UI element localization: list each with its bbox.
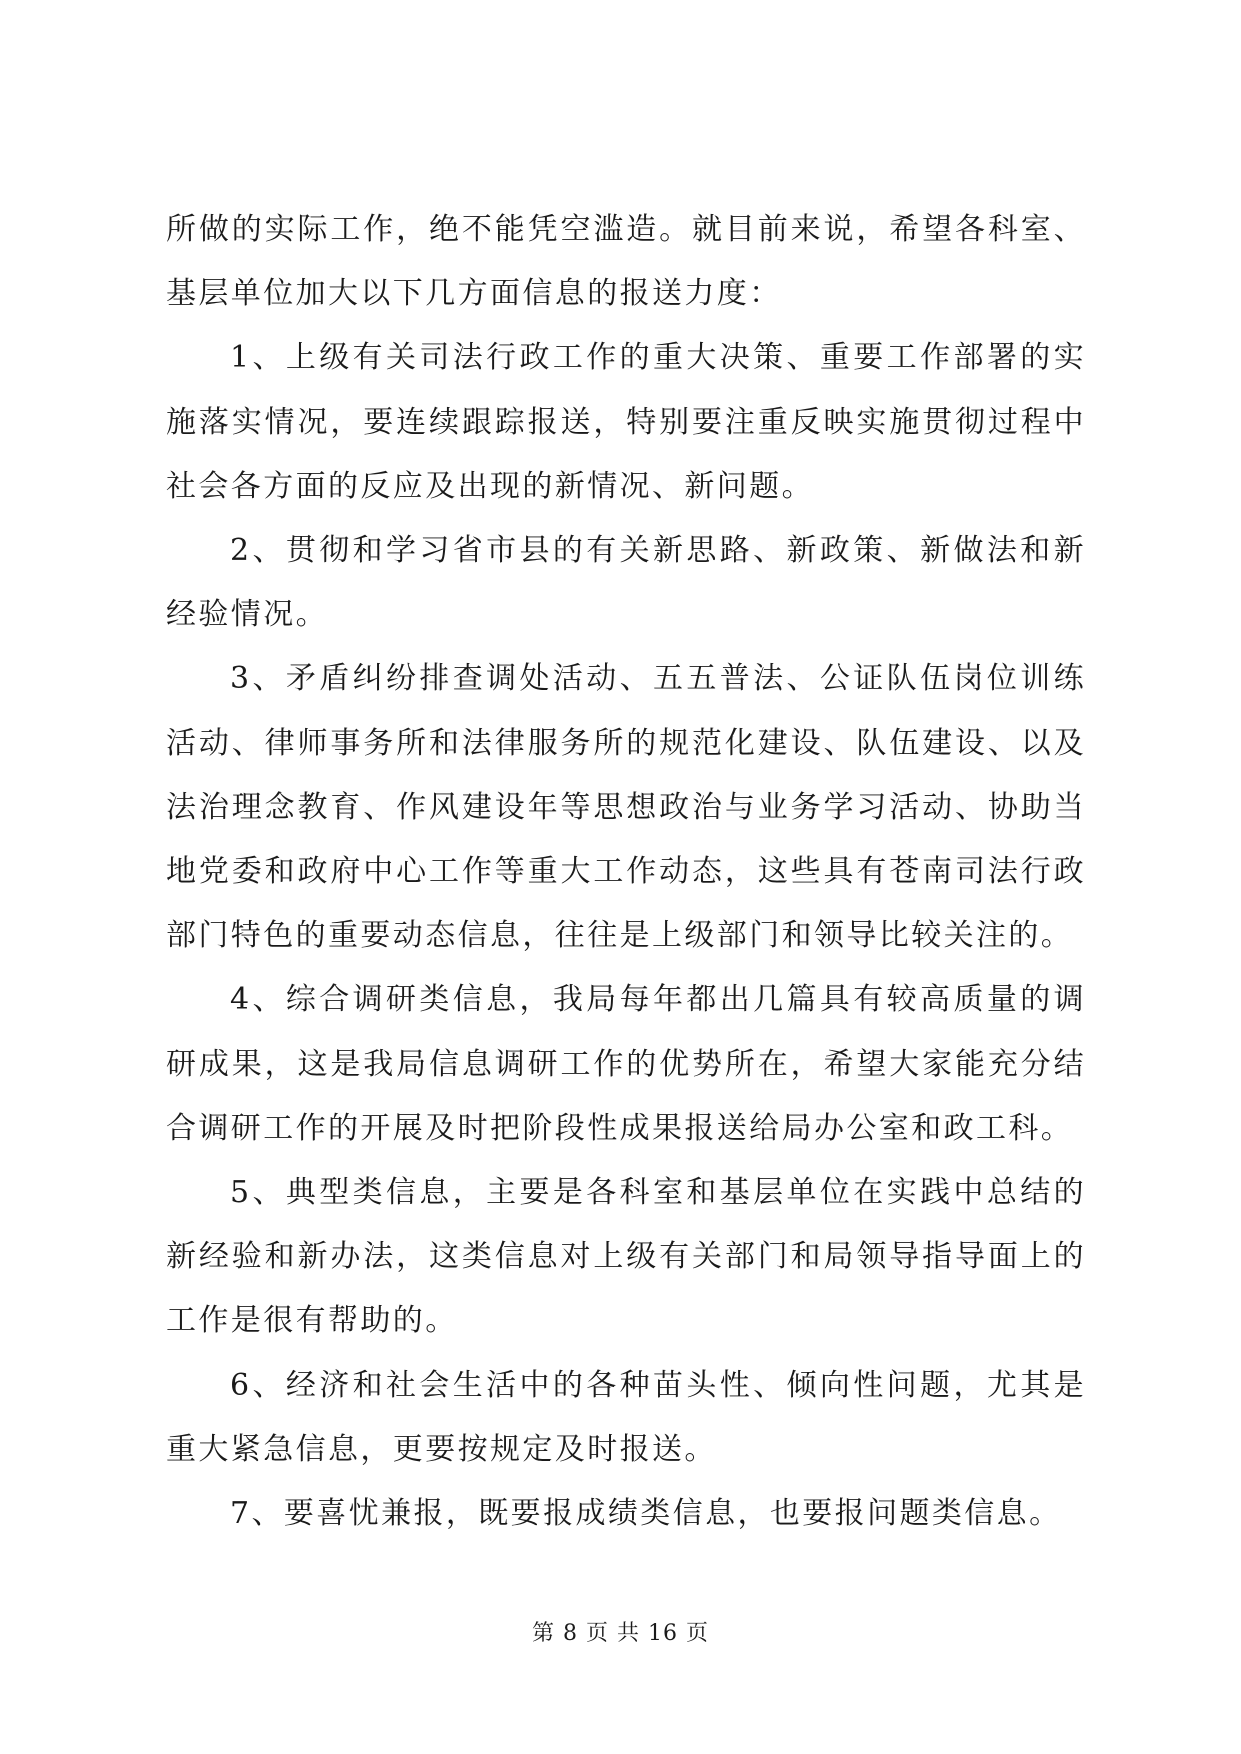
paragraph-item-4: 4、综合调研类信息，我局每年都出几篇具有较高质量的调研成果，这是我局信息调研工作的优势所在，希望大家能充分结合调研工作的开展及时把阶段性成果报送给局办公室和政工科。 xyxy=(166,982,1086,1146)
paragraph-item-1: 1、上级有关司法行政工作的重大决策、重要工作部署的实施落实情况，要连续跟踪报送，特别要注重反映实施贯彻过程中社会各方面的反应及出现的新情况、新问题。 xyxy=(166,340,1086,504)
paragraph-continuation: 所做的实际工作，绝不能凭空滥造。就目前来说，希望各科室、基层单位加大以下几方面信息的报送力度： xyxy=(166,212,1086,312)
page-number-footer: 第 8 页 共 16 页 xyxy=(532,1621,709,1646)
paragraph-item-2: 2、贯彻和学习省市县的有关新思路、新政策、新做法和新经验情况。 xyxy=(166,533,1086,633)
paragraph-item-5: 5、典型类信息，主要是各科室和基层单位在实践中总结的新经验和新办法，这类信息对上级有关部门和局领导指导面上的工作是很有帮助的。 xyxy=(166,1175,1086,1339)
paragraph-item-7: 7、要喜忧兼报，既要报成绩类信息，也要报问题类信息。 xyxy=(230,1496,1062,1532)
document-body xyxy=(166,198,1086,1546)
paragraph-item-3: 3、矛盾纠纷排查调处活动、五五普法、公证队伍岗位训练活动、律师事务所和法律服务所的规范化建设、队伍建设、以及法治理念教育、作风建设年等思想政治与业务学习活动、协助当地党委和政府中心工作等重大工作动态，这些具有苍南司法行政部门特色的重要动态信息，往往是上级部门和领导比较关注的。 xyxy=(166,661,1086,954)
paragraph-item-6: 6、经济和社会生活中的各种苗头性、倾向性问题，尤其是重大紧急信息，更要按规定及时报送。 xyxy=(166,1367,1086,1467)
